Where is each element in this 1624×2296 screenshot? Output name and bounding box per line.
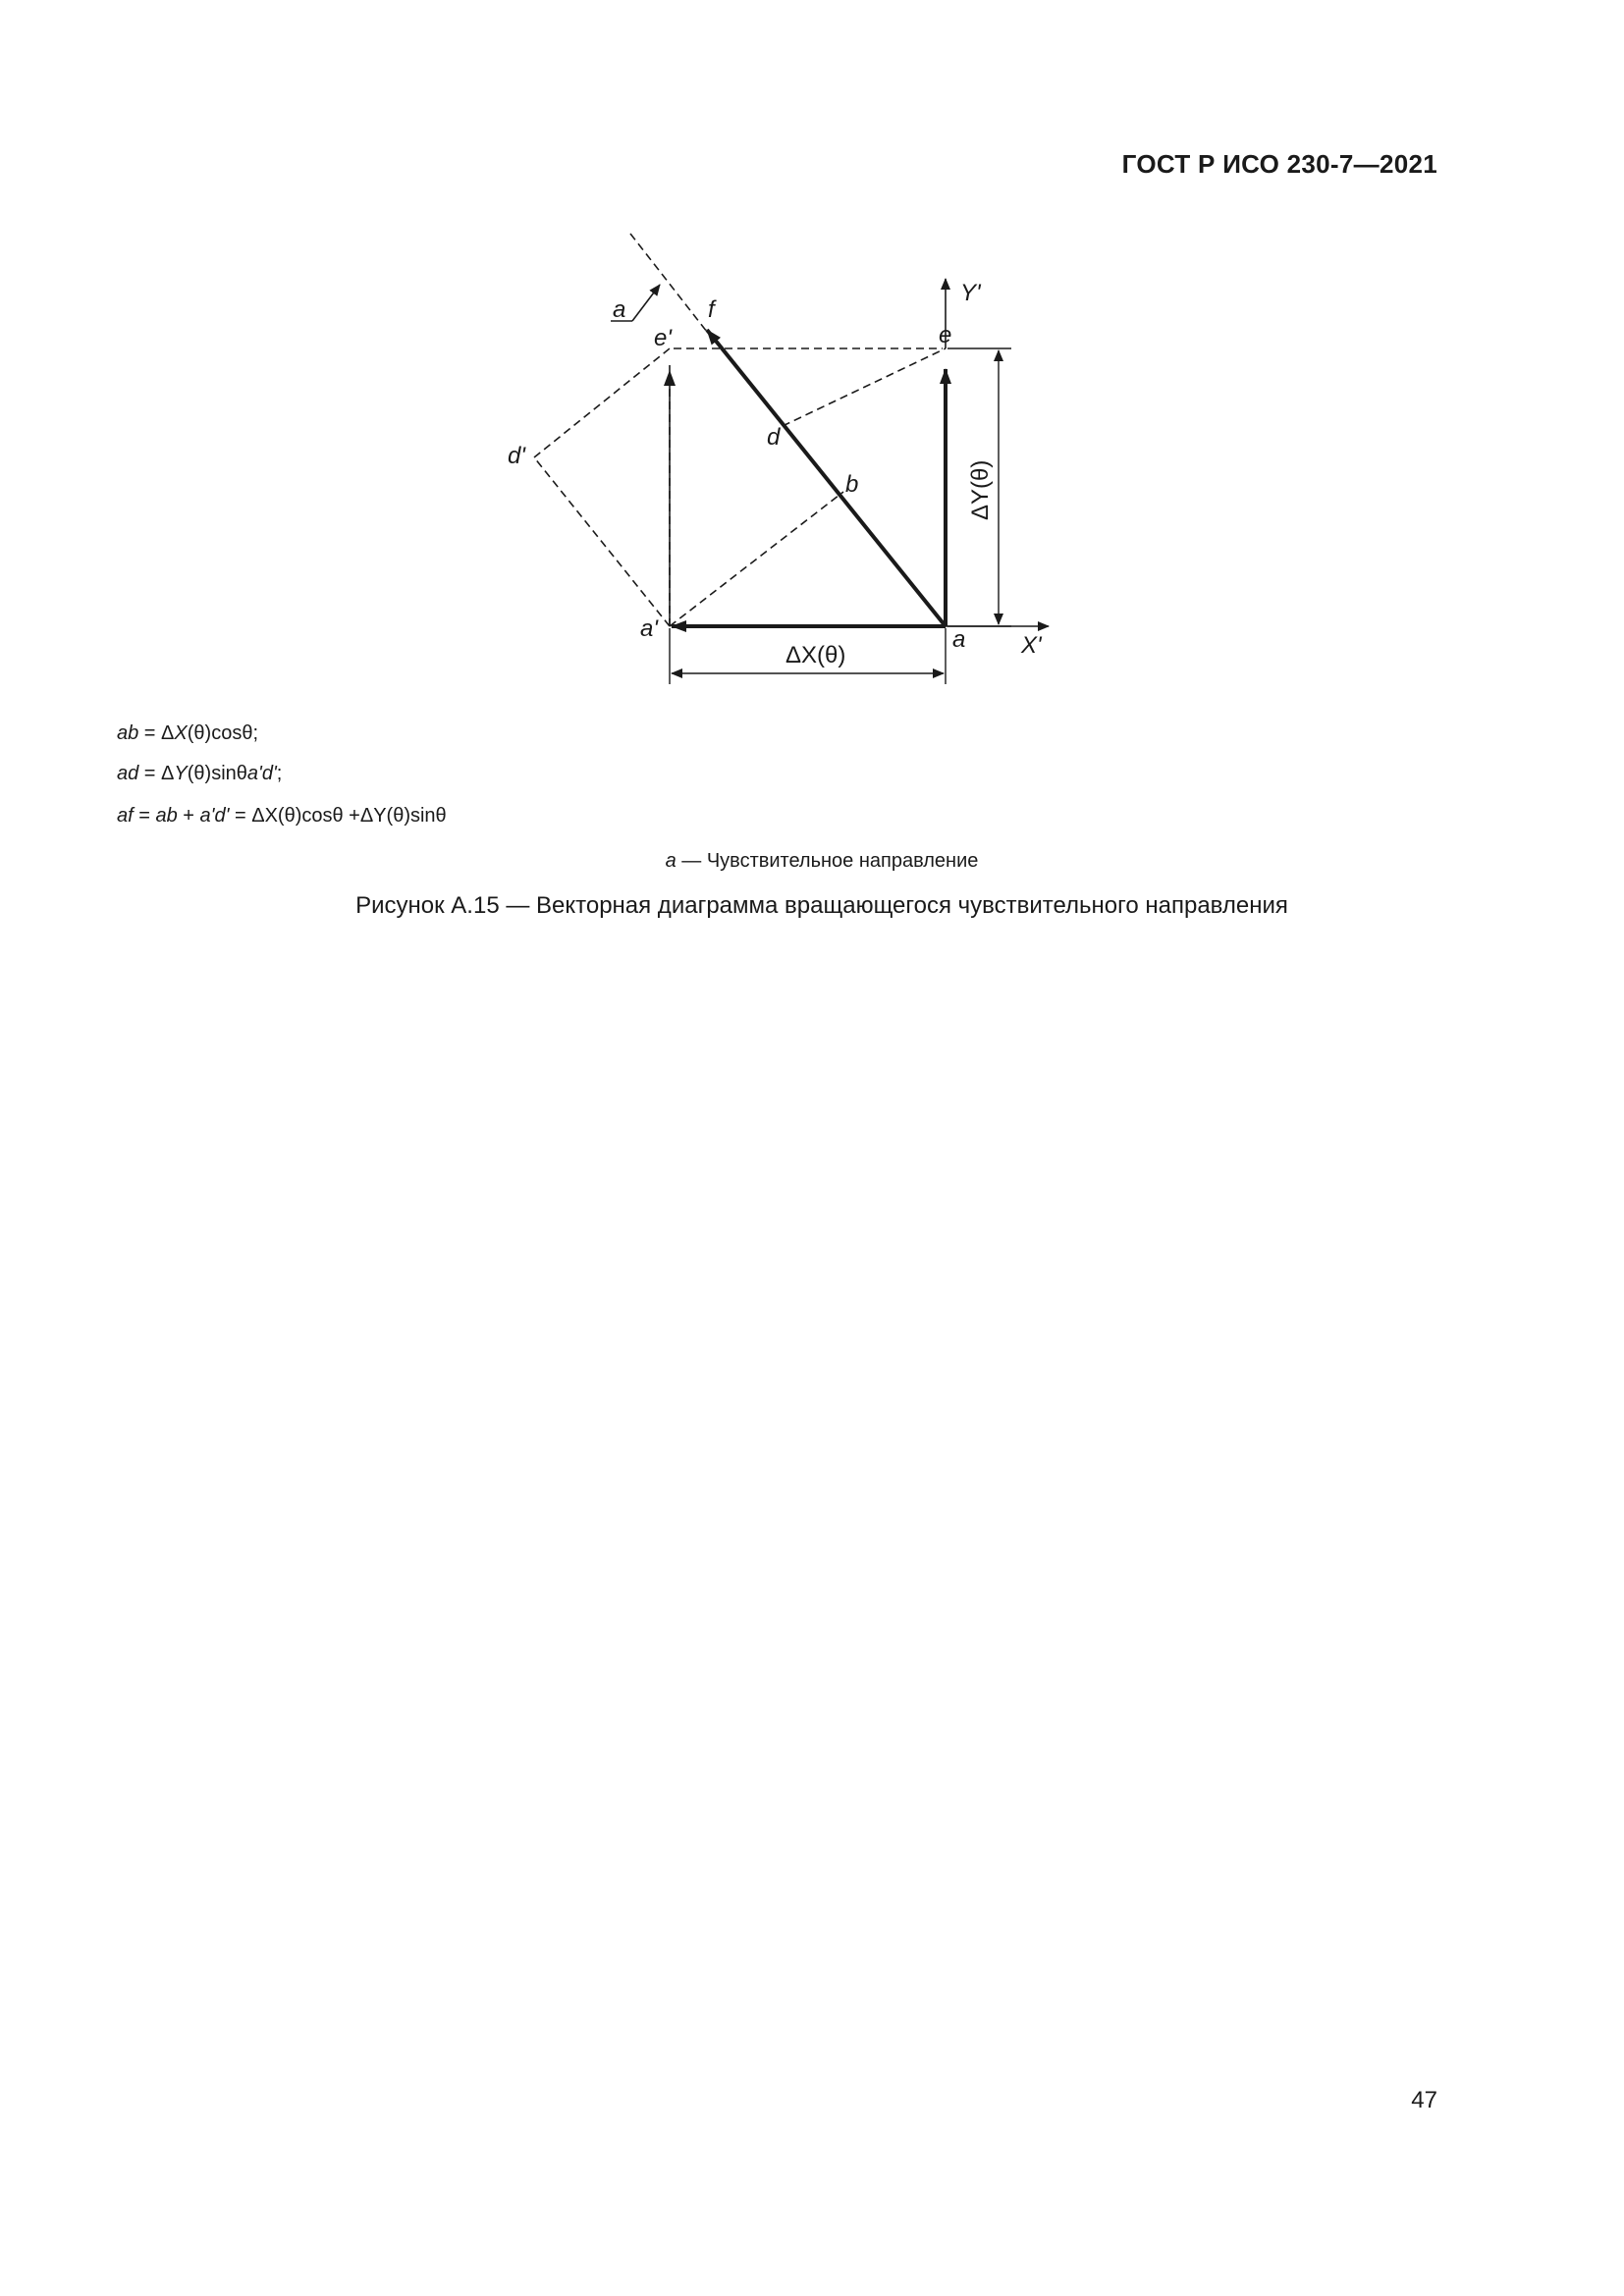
formula-ad: ad = ΔY(θ)sinθa'd'; [117,763,283,784]
label-f: f [708,296,715,323]
label-delta-x: ΔX(θ) [785,642,846,668]
label-delta-y: ΔY(θ) [967,459,994,520]
page-number: 47 [1411,2087,1437,2113]
a-prime-d-prime-dashed [534,457,670,626]
a-prime-b-dashed [670,492,843,626]
label-b: b [845,471,859,498]
label-a-prime: a' [640,615,658,642]
label-x-axis: X' [1021,632,1042,659]
d-prime-e-prime-dashed [534,348,670,457]
label-e: e [939,322,952,348]
label-a-origin: a [952,626,966,653]
label-d: d [767,424,781,451]
vector-a-f [707,330,946,626]
sensitive-direction-line [630,234,707,332]
label-y-axis: Y' [960,280,981,306]
figure-caption: Рисунок А.15 — Векторная диаграмма вращающегося чувствительного направления [355,892,1288,919]
label-d-prime: d' [508,443,525,469]
figure-legend: a — Чувствительное направление [665,850,979,872]
formula-ab: ab = ΔX(θ)cosθ; [117,722,258,744]
formula-af: af = ab + a'd' = ΔX(θ)cosθ +ΔY(θ)sinθ [117,805,447,827]
pointer-arrow [632,285,660,321]
document-header: ГОСТ Р ИСО 230-7—2021 [1121,149,1437,179]
label-a-sensitive: a [613,296,626,323]
label-e-prime: e' [654,325,672,351]
d-e-dashed [783,348,946,426]
vector-diagram [0,0,1624,746]
